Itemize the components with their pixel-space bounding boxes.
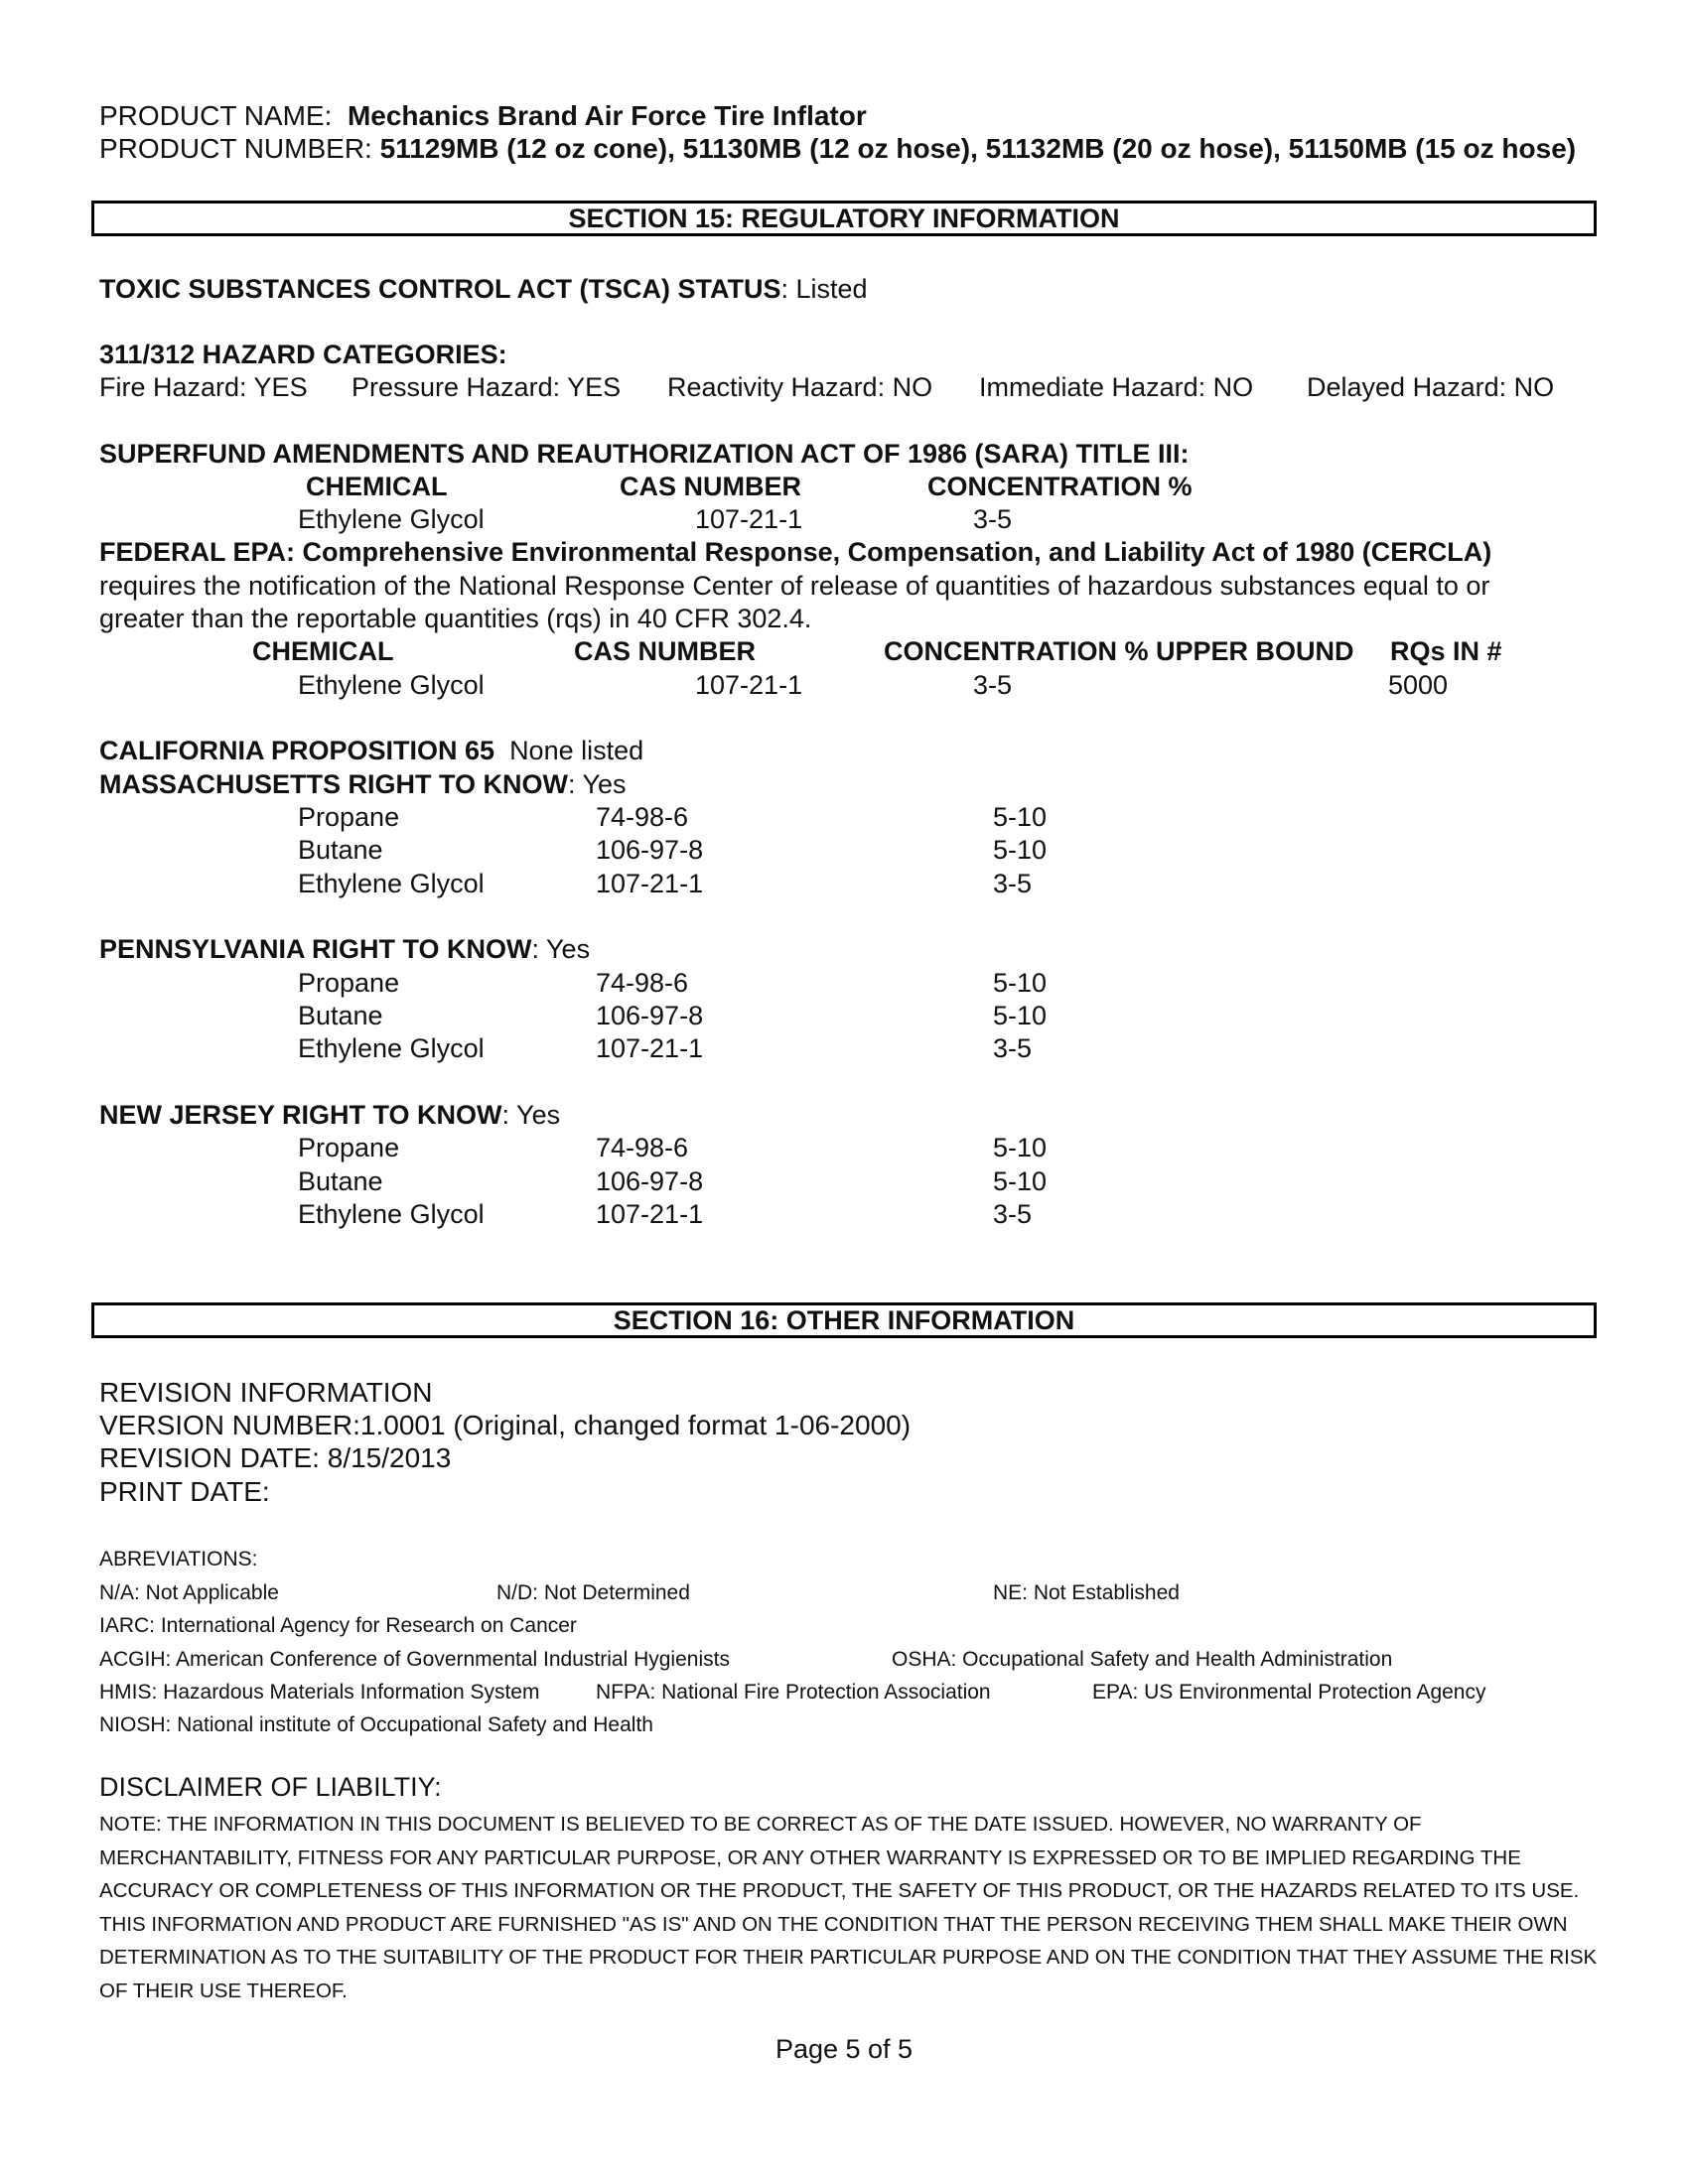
massachusetts-label: MASSACHUSETTS RIGHT TO KNOW [99, 769, 568, 799]
prop65-label: CALIFORNIA PROPOSITION 65 [99, 736, 495, 765]
pa-row-chemical: Propane [298, 968, 400, 998]
hazard-reactivity: Reactivity Hazard: NO [667, 372, 933, 402]
nj-row-cas: 106-97-8 [596, 1166, 704, 1196]
ma-row-cas: 74-98-6 [596, 802, 689, 832]
cercla-col-chemical: CHEMICAL [252, 636, 394, 666]
pennsylvania-line [99, 933, 590, 966]
abbr-epa: EPA: US Environmental Protection Agency [1092, 1681, 1486, 1704]
cercla-col-rq: RQs IN # [1390, 636, 1502, 666]
abbr-niosh: NIOSH: National institute of Occupational Safety and Health [99, 1713, 653, 1736]
cercla-text-line1: requires the notification of the National Response Center of release of quantities of hazardous substances equal to or [99, 571, 1490, 601]
pa-row-cas: 106-97-8 [596, 1001, 704, 1030]
newjersey-label: NEW JERSEY RIGHT TO KNOW [99, 1100, 502, 1130]
ma-row-conc: 3-5 [993, 869, 1033, 898]
nj-row-conc: 3-5 [993, 1199, 1033, 1229]
newjersey-line [99, 1099, 560, 1132]
abbr-acgih: ACGIH: American Conference of Governmental Industrial Hygienists [99, 1648, 730, 1671]
pa-row-chemical: Butane [298, 1001, 383, 1030]
ma-row-chemical: Ethylene Glycol [298, 869, 485, 898]
cercla-col-cas: CAS NUMBER [574, 636, 757, 666]
cercla-row-rq: 5000 [1388, 670, 1449, 700]
disclaimer-label: DISCLAIMER OF LIABILTIY: [99, 1772, 442, 1802]
hazard-fire: Fire Hazard: YES [99, 372, 308, 402]
product-name-line [99, 99, 867, 133]
pa-row-conc: 5-10 [993, 1001, 1048, 1030]
nj-row-conc: 5-10 [993, 1166, 1048, 1196]
pennsylvania-value: : Yes [531, 934, 591, 964]
prop65-value: None listed [509, 736, 644, 765]
prop65-line [99, 735, 643, 767]
massachusetts-line [99, 768, 627, 801]
disclaimer-text: NOTE: THE INFORMATION IN THIS DOCUMENT IS BELIEVED TO BE CORRECT AS OF THE DATE ISSUED. HOWEVER, NO WARRANTY OF MERCHANTABILITY, FITNESS FOR ANY PARTICULAR PURPOSE, OR ANY OTHER WARRANTY IS EXPRESSED OR TO BE IMPLIED REGARDING THE ACCURACY OR COMPLETENESS OF THIS INFORMATION OR THE PRODUCT, THE SAFETY OF THIS PRODUCT, OR THE HAZARDS RELATED TO ITS USE. THIS INFORMATION AND PRODUCT ARE FURNISHED "AS IS" AND ON THE CONDITION THAT THE PERSON RECEIVING THEM SHALL MAKE THEIR OWN DETERMINATION AS TO THE SUITABILITY OF THE PRODUCT FOR THEIR PARTICULAR PURPOSE AND ON THE CONDITION THAT THEY ASSUME THE RISK OF THEIR USE THEREOF. [99, 1813, 1598, 2002]
sara-row-conc: 3-5 [973, 504, 1013, 534]
nj-row-chemical: Butane [298, 1166, 383, 1196]
sara-col-chemical: CHEMICAL [306, 472, 448, 501]
massachusetts-value: : Yes [568, 769, 627, 799]
ma-row-conc: 5-10 [993, 835, 1048, 865]
tsca-label: TOXIC SUBSTANCES CONTROL ACT (TSCA) STATUS [99, 274, 781, 304]
product-number-line [99, 132, 1576, 166]
sara-row-cas: 107-21-1 [695, 504, 803, 534]
ma-row-chemical: Butane [298, 835, 383, 865]
cercla-row-cas: 107-21-1 [695, 670, 803, 700]
product-name-label: PRODUCT NAME: [99, 100, 333, 131]
hazard-immediate: Immediate Hazard: NO [979, 372, 1254, 402]
product-number-value: 51129MB (12 oz cone), 51130MB (12 oz hose), 51132MB (20 oz hose), 51150MB (15 oz hose) [379, 133, 1577, 164]
pa-row-conc: 5-10 [993, 968, 1048, 998]
hazard-delayed: Delayed Hazard: NO [1307, 372, 1555, 402]
hazard-categories-heading: 311/312 HAZARD CATEGORIES: [99, 340, 507, 369]
pa-row-cas: 107-21-1 [596, 1033, 704, 1063]
ma-row-chemical: Propane [298, 802, 400, 832]
cercla-row-conc: 3-5 [973, 670, 1013, 700]
section-15-header [91, 201, 1597, 236]
sara-heading: SUPERFUND AMENDMENTS AND REAUTHORIZATION ACT OF 1986 (SARA) TITLE III: [99, 439, 1190, 469]
print-date: PRINT DATE: [99, 1476, 270, 1507]
cercla-heading: FEDERAL EPA: Comprehensive Environmental Response, Compensation, and Liability Act of 1980 (CERCLA) [99, 537, 1492, 567]
version-number: VERSION NUMBER:1.0001 (Original, changed format 1-06-2000) [99, 1410, 912, 1440]
ma-row-cas: 106-97-8 [596, 835, 704, 865]
abbreviations-label: ABREVIATIONS: [99, 1548, 258, 1570]
pennsylvania-label: PENNSYLVANIA RIGHT TO KNOW [99, 934, 532, 964]
ma-row-cas: 107-21-1 [596, 869, 704, 898]
product-name-value: Mechanics Brand Air Force Tire Inflator [347, 100, 867, 131]
nj-row-cas: 74-98-6 [596, 1133, 689, 1162]
abbr-nfpa: NFPA: National Fire Protection Association [596, 1681, 991, 1704]
tsca-status [99, 273, 868, 306]
pa-row-chemical: Ethylene Glycol [298, 1033, 485, 1063]
section-15-title: SECTION 15: REGULATORY INFORMATION [568, 203, 1120, 233]
abbr-na: N/A: Not Applicable [99, 1581, 279, 1604]
page-number: Page 5 of 5 [774, 2034, 914, 2064]
sara-col-conc: CONCENTRATION % [927, 472, 1193, 501]
nj-row-chemical: Propane [298, 1133, 400, 1162]
product-number-label: PRODUCT NUMBER: [99, 133, 372, 164]
nj-row-chemical: Ethylene Glycol [298, 1199, 485, 1229]
ma-row-conc: 5-10 [993, 802, 1048, 832]
abbr-osha: OSHA: Occupational Safety and Health Administration [892, 1648, 1393, 1671]
sara-col-cas: CAS NUMBER [620, 472, 802, 501]
pa-row-cas: 74-98-6 [596, 968, 689, 998]
cercla-text-line2: greater than the reportable quantities (rqs) in 40 CFR 302.4. [99, 604, 812, 633]
tsca-value: : Listed [780, 274, 868, 304]
section-16-title: SECTION 16: OTHER INFORMATION [613, 1304, 1075, 1335]
hazard-pressure: Pressure Hazard: YES [352, 372, 622, 402]
cercla-col-conc: CONCENTRATION % UPPER BOUND [884, 636, 1354, 666]
abbr-ne: NE: Not Established [993, 1581, 1180, 1604]
cercla-row-chemical: Ethylene Glycol [298, 670, 485, 700]
abbr-nd: N/D: Not Determined [496, 1581, 690, 1604]
newjersey-value: : Yes [501, 1100, 561, 1130]
section-16-header [91, 1302, 1597, 1338]
sara-row-chemical: Ethylene Glycol [298, 504, 485, 534]
abbr-hmis: HMIS: Hazardous Materials Information System [99, 1681, 540, 1704]
nj-row-cas: 107-21-1 [596, 1199, 704, 1229]
abbr-iarc: IARC: International Agency for Research on Cancer [99, 1614, 577, 1637]
revision-date: REVISION DATE: 8/15/2013 [99, 1442, 452, 1473]
nj-row-conc: 5-10 [993, 1133, 1048, 1162]
pa-row-conc: 3-5 [993, 1033, 1033, 1063]
revision-info-heading: REVISION INFORMATION [99, 1377, 433, 1408]
